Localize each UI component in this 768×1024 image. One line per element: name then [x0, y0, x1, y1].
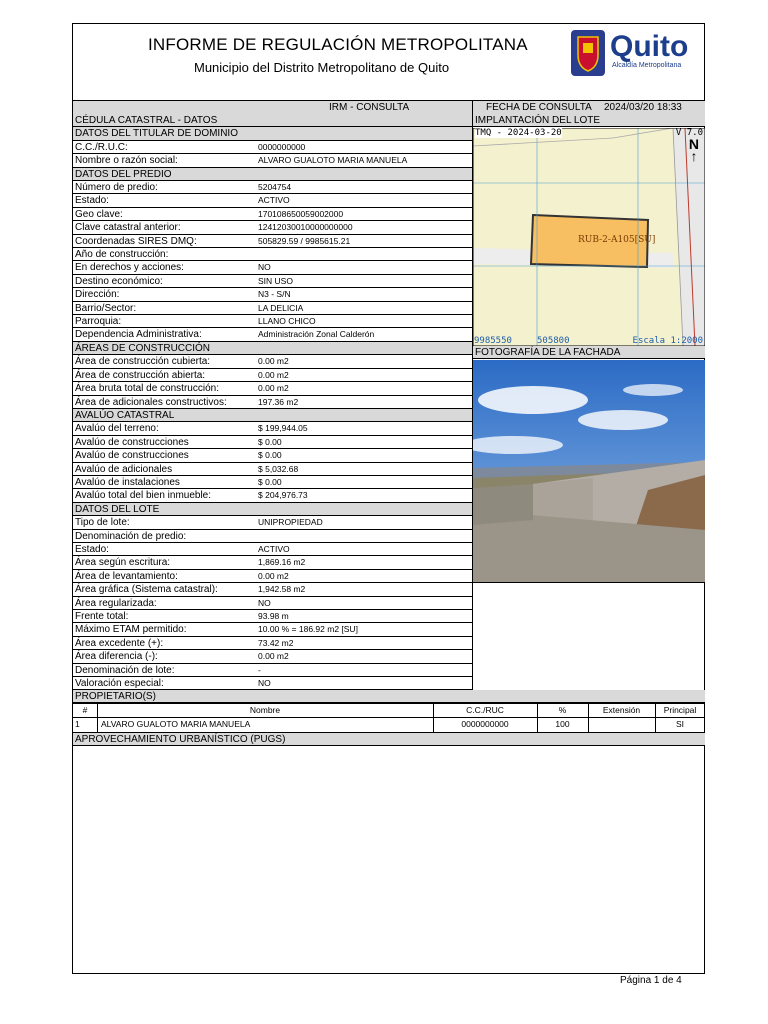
predio-value: ACTIVO: [258, 195, 290, 206]
col-header-num: #: [82, 705, 88, 715]
avaluo-label: Avalúo del terreno:: [75, 423, 159, 435]
north-arrow-icon: N ↑: [688, 136, 699, 164]
column-divider: [472, 100, 473, 690]
map-version: V 7.0: [675, 128, 703, 138]
lote-label: Área según escritura:: [75, 557, 171, 569]
lote-value: UNIPROPIEDAD: [258, 517, 323, 528]
predio-label: Dirección:: [75, 289, 120, 301]
logo-subtext: Alcaldía Metropolitana: [612, 62, 682, 69]
predio-value: 170108650059002000: [258, 208, 344, 219]
predio-value: NO: [258, 262, 271, 273]
report-title: INFORME DE REGULACIÓN METROPOLITANA: [148, 35, 528, 54]
section-lote: DATOS DEL LOTE: [73, 503, 472, 516]
predio-row: [73, 302, 472, 315]
areas-row: [73, 355, 472, 368]
lote-value: 0.00 m2: [258, 651, 289, 662]
report-subtitle: Municipio del Distrito Metropolitano de Quito: [194, 60, 450, 75]
fecha-consulta-value: 2024/03/20 18:33: [604, 102, 682, 113]
lote-value: 1,942.58 m2: [258, 584, 306, 595]
lote-row: [73, 530, 472, 543]
map-header: TMQ - 2024-03-20: [475, 128, 562, 138]
predio-label: Año de construcción:: [75, 249, 169, 260]
lote-value: 1,869.16 m2: [258, 557, 306, 568]
predio-row: [73, 235, 472, 248]
facade-photo: [473, 360, 705, 582]
predio-label: Estado:: [75, 195, 109, 207]
avaluo-label: Avalúo de construcciones: [75, 436, 189, 448]
areas-label: Área de adicionales constructivos:: [75, 396, 227, 408]
areas-value: 197.36 m2: [258, 396, 299, 407]
areas-row: [73, 369, 472, 382]
right-column-bottom-line: [472, 582, 705, 583]
predio-label: Clave catastral anterior:: [75, 222, 181, 234]
areas-label: Área de construcción cubierta:: [75, 356, 211, 368]
titular-value: 0000000000: [258, 141, 306, 152]
predio-row: [73, 194, 472, 207]
lote-row: [73, 543, 472, 556]
predio-value: 12412030010000000000: [258, 222, 353, 233]
map-scale: Escala 1:2000: [632, 336, 703, 346]
predio-label: En derechos y acciones:: [75, 262, 184, 274]
lote-label: Máximo ETAM permitido:: [75, 624, 187, 636]
lote-value: ACTIVO: [258, 544, 290, 554]
owner-ccruc: 0000000000: [461, 719, 509, 729]
areas-row: [73, 382, 472, 395]
predio-value: Administración Zonal Calderón: [258, 329, 375, 340]
lote-row: [73, 637, 472, 650]
predio-label: Parroquia:: [75, 316, 122, 327]
logo-text: Quito: [610, 30, 689, 63]
section-titular: DATOS DEL TITULAR DE DOMINIO: [73, 127, 472, 140]
avaluo-label: Avalúo total del bien inmueble:: [75, 490, 212, 502]
page-number: Página 1 de 4: [620, 975, 682, 986]
titular-value: ALVARO GUALOTO MARIA MANUELA: [258, 155, 408, 166]
predio-value: N3 - S/N: [258, 289, 291, 300]
avaluo-row: [73, 449, 472, 462]
lote-row: [73, 570, 472, 583]
predio-label: Número de predio:: [75, 182, 158, 193]
section-cedula: CÉDULA CATASTRAL - DATOS: [73, 114, 472, 127]
col-header-ccruc: C.C./RUC: [466, 705, 504, 715]
lote-row: [73, 597, 472, 610]
areas-row: [73, 396, 472, 409]
predio-label: Barrio/Sector:: [75, 302, 137, 314]
lote-value: 73.42 m2: [258, 637, 294, 648]
predio-value: LLANO CHICO: [258, 316, 316, 326]
predio-row: [73, 328, 472, 341]
predio-row: [73, 181, 472, 194]
owner-num: 1: [75, 719, 80, 729]
titular-row: [73, 141, 472, 154]
areas-value: 0.00 m2: [258, 356, 289, 367]
predio-row: [73, 275, 472, 288]
lote-label: Valoración especial:: [75, 678, 164, 689]
lote-row: [73, 556, 472, 569]
avaluo-label: Avalúo de construcciones: [75, 450, 189, 462]
predio-row: [73, 221, 472, 234]
col-header-principal: Principal: [663, 705, 697, 715]
titular-label: C.C./R.U.C:: [75, 141, 128, 153]
lote-value: 10.00 % = 186.92 m2 [SU]: [258, 624, 358, 635]
predio-label: Dependencia Administrativa:: [75, 329, 202, 341]
section-predio: DATOS DEL PREDIO: [73, 168, 472, 181]
lote-row: [73, 610, 472, 623]
col-header-nombre: Nombre: [249, 705, 281, 715]
titular-label: Nombre o razón social:: [75, 155, 178, 167]
titular-row: [73, 154, 472, 167]
avaluo-value: $ 199,944.05: [258, 423, 308, 434]
predio-label: Geo clave:: [75, 208, 123, 220]
lote-row: [73, 516, 472, 529]
areas-label: Área de construcción abierta:: [75, 369, 206, 381]
owner-principal: SI: [675, 719, 685, 729]
lote-label: Estado:: [75, 544, 109, 555]
predio-row: [73, 248, 472, 261]
lote-label: Área diferencia (-):: [75, 651, 158, 663]
lote-label: Denominación de lote:: [75, 664, 175, 676]
predio-row: [73, 288, 472, 301]
section-aprovechamiento: APROVECHAMIENTO URBANÍSTICO (PUGS): [73, 733, 705, 746]
section-avaluo: AVALÚO CATASTRAL: [73, 409, 472, 422]
col-header-extension: Extensión: [602, 705, 641, 715]
areas-value: 0.00 m2: [258, 369, 289, 380]
lote-label: Área de levantamiento:: [75, 570, 178, 582]
lote-row: [73, 677, 472, 690]
propietarios-table: [73, 703, 705, 733]
avaluo-row: [73, 489, 472, 502]
lote-label: Área gráfica (Sistema catastral):: [75, 584, 218, 596]
avaluo-label: Avalúo de instalaciones: [75, 477, 180, 488]
avaluo-value: $ 0.00: [258, 477, 282, 487]
avaluo-label: Avalúo de adicionales: [75, 463, 173, 475]
section-areas: ÁREAS DE CONSTRUCCIÓN: [73, 342, 472, 355]
predio-label: Coordenadas SIRES DMQ:: [75, 235, 197, 247]
lot-map: [473, 128, 705, 346]
lote-row: [73, 623, 472, 636]
owner-name: ALVARO GUALOTO MARIA MANUELA: [101, 719, 251, 729]
section-propietarios: PROPIETARIO(S): [73, 690, 705, 703]
lot-label: RUB-2-A105[SU]: [578, 235, 656, 245]
avaluo-row: [73, 476, 472, 489]
lote-label: Frente total:: [75, 611, 129, 622]
predio-label: Destino económico:: [75, 275, 163, 287]
predio-row: [73, 315, 472, 328]
avaluo-value: $ 0.00: [258, 450, 282, 461]
avaluo-row: [73, 422, 472, 435]
lote-row: [73, 650, 472, 663]
lote-value: NO: [258, 597, 271, 608]
areas-value: 0.00 m2: [258, 383, 289, 394]
predio-value: 5204754: [258, 182, 292, 192]
lote-value: -: [258, 664, 261, 675]
col-header-percent: %: [558, 705, 567, 715]
predio-row: [73, 261, 472, 274]
avaluo-value: $ 5,032.68: [258, 463, 299, 474]
lote-label: Tipo de lote:: [75, 517, 130, 529]
avaluo-value: $ 0.00: [258, 436, 282, 447]
predio-row: [73, 208, 472, 221]
lote-label: Área excedente (+):: [75, 637, 164, 649]
lote-label: Área regularizada:: [75, 597, 157, 609]
lote-row: [73, 583, 472, 596]
predio-value: LA DELICIA: [258, 302, 304, 313]
lote-row: [73, 664, 472, 677]
predio-value: 505829.59 / 9985615.21: [258, 235, 351, 246]
owner-percent: 100: [555, 719, 570, 729]
fecha-consulta-label: FECHA DE CONSULTA: [486, 102, 592, 113]
lote-value: 93.98 m: [258, 611, 289, 621]
north-label: N: [688, 136, 699, 152]
map-coord-mid: 505800: [537, 336, 570, 346]
avaluo-value: $ 204,976.73: [258, 490, 308, 501]
areas-label: Área bruta total de construcción:: [75, 383, 219, 395]
section-fotografia: FOTOGRAFÍA DE LA FACHADA: [473, 346, 705, 359]
map-coord-left: 9985550: [474, 336, 512, 346]
avaluo-row: [73, 463, 472, 476]
lote-label: Denominación de predio:: [75, 530, 187, 542]
irm-label: IRM - CONSULTA: [329, 102, 410, 113]
avaluo-row: [73, 436, 472, 449]
top-bar: [73, 100, 705, 115]
lote-value: NO: [258, 678, 271, 688]
section-implantacion: IMPLANTACIÓN DEL LOTE: [473, 114, 705, 127]
facade-photo-drawing: [473, 360, 705, 582]
lote-value: 0.00 m2: [258, 570, 289, 581]
predio-value: SIN USO: [258, 275, 293, 286]
